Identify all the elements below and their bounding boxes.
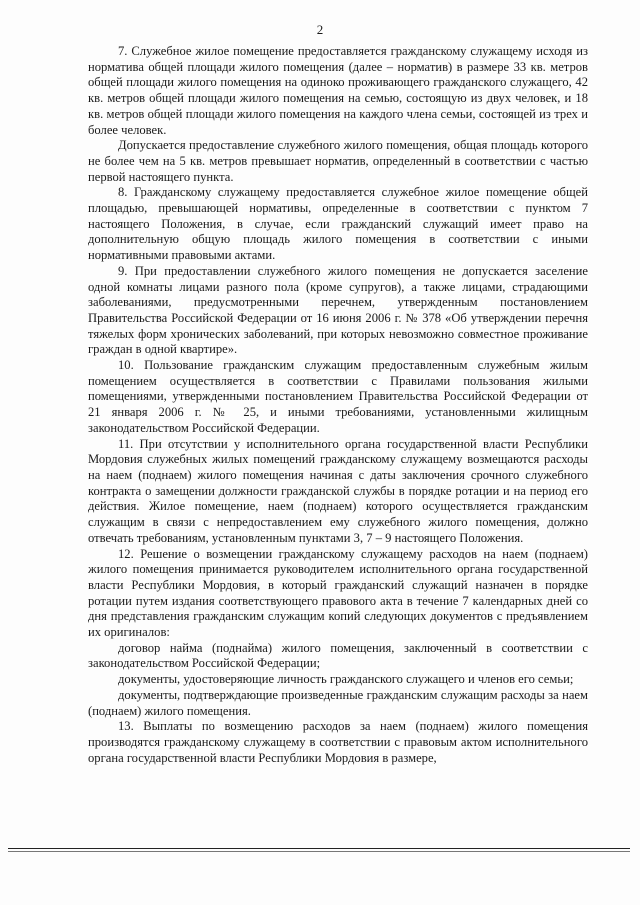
paragraph-9: 9. При предоставлении служебного жилого помещения не допускается заселение одной комнаты лицами разного пола (кроме супругов), а также лицами, страдающими заболеваниями, предусмотренными перечнем, утвержденным постановлением Правительства Российской Федерации от 16 июня 2006 г. № 378 «Об утверждении перечня тяжелых форм хронических заболеваний, при которых невозможно совместное проживание граждан в одной квартире». bbox=[88, 263, 588, 357]
document-list-item-expenses: документы, подтверждающие произведенные гражданским служащим расходы за наем (поднаем) жилого помещения. bbox=[88, 687, 588, 718]
document-list-item-contract: договор найма (поднайма) жилого помещения, заключенный в соответствии с законодательством Российской Федерации; bbox=[88, 640, 588, 671]
paragraph-7-part-2: Допускается предоставление служебного жилого помещения, общая площадь которого не более чем на 5 кв. метров превышает норматив, определенный в соответствии с частью первой настоящего пункта. bbox=[88, 138, 588, 184]
footer-divider bbox=[8, 848, 630, 849]
footer-divider-secondary bbox=[8, 851, 630, 852]
document-body bbox=[88, 44, 588, 766]
paragraph-7: 7. Служебное жилое помещение предоставляется гражданскому служащему исходя из норматива общей площади жилого помещения (далее – норматив) в размере 33 кв. метров общей площади жилого помещения на одиноко проживающего гражданского служащего, 42 кв. метров общей площади жилого помещения на семью, состоящую из двух человек, и 18 кв. метров общей площади жилого помещения на каждого члена семьи, состоящей из трех и более человек. bbox=[88, 44, 588, 137]
page-number: 2 bbox=[316, 22, 324, 37]
paragraph-10: 10. Пользование гражданским служащим предоставленным служебным жилым помещением осуществляется в соответствии с Правилами пользования жилыми помещениями, утвержденными постановлением Правительства Российской Федерации от 21 января 2006 г. № 25, и иными требованиями, установленными жилищным законодательством Российской Федерации. bbox=[88, 358, 588, 435]
paragraph-12: 12. Решение о возмещении гражданскому служащему расходов на наем (поднаем) жилого помещения принимается руководителем исполнительного органа государственной власти Республики Мордовия, в который гражданский служащий назначен в порядке ротации путем издания соответствующего правового акта в течение 7 календарных дней со дня представления гражданским служащим копий следующих документов с предъявлением их оригиналов: bbox=[88, 546, 588, 640]
paragraph-13: 13. Выплаты по возмещению расходов за наем (поднаем) жилого помещения производятся гражданскому служащему в соответствии с правовым актом исполнительного органа государственной власти Республики Мордовия в размере, bbox=[88, 719, 588, 765]
paragraph-11: 11. При отсутствии у исполнительного органа государственной власти Республики Мордовия служебных жилых помещений гражданскому служащему возмещаются расходы на наем (поднаем) жилого помещения начиная с даты заключения срочного служебного контракта о замещении должности гражданской службы в порядке ротации и на период его действия. Жилое помещение, наем (поднаем) которого осуществляется гражданским служащим в связи с непредоставлением ему служебного жилого помещения, должно отвечать требованиям, установленным пунктами 3, 7 – 9 настоящего Положения. bbox=[88, 436, 588, 545]
paragraph-8: 8. Гражданскому служащему предоставляется служебное жилое помещение общей площадью, превышающей нормативы, определенные в соответствии с пунктом 7 настоящего Положения, в случае, если гражданский служащий имеет право на дополнительную общую площадь жилого помещения в соответствии с иными нормативными правовыми актами. bbox=[88, 185, 588, 263]
document-list-item-identity: документы, удостоверяющие личность гражданского служащего и членов его семьи; bbox=[118, 672, 574, 687]
